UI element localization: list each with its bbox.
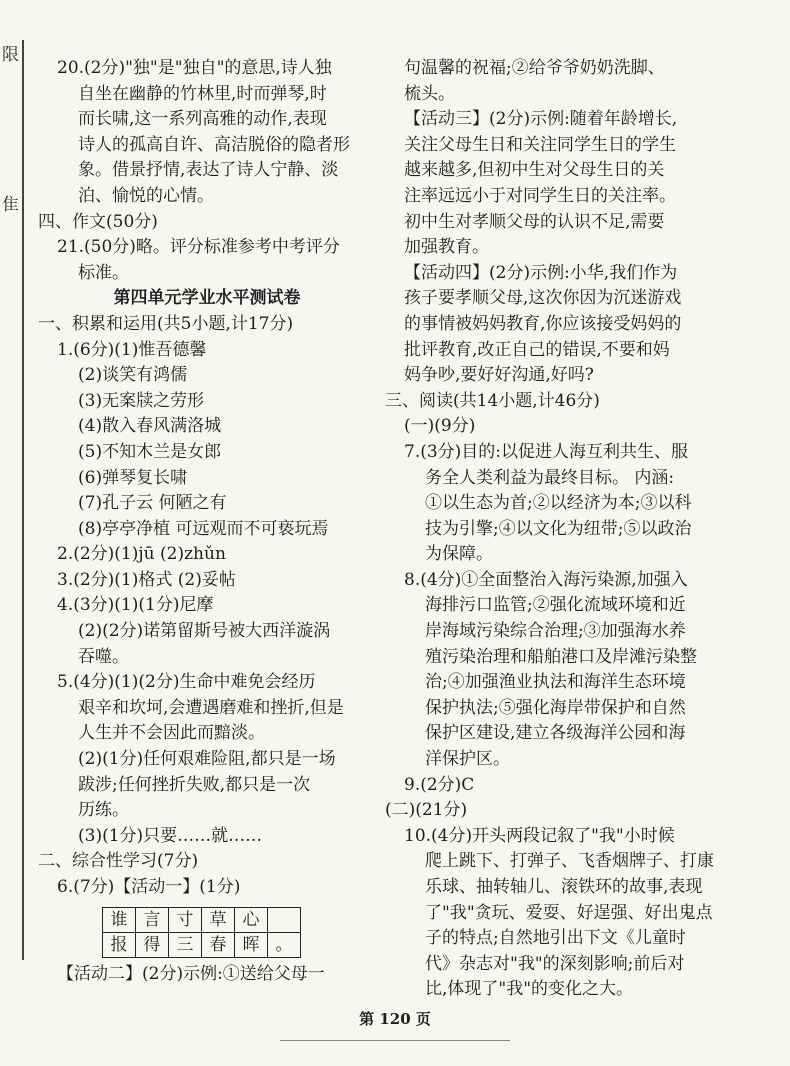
left-column (38, 56, 356, 987)
text-line: 1.(6分)(1)惟吾德馨 (57, 339, 207, 360)
text-line: (4)散入春风满洛城 (78, 416, 222, 437)
text-line: 海排污口监管;②强化流域环境和近 (425, 595, 686, 616)
text-line: 3.(2分)(1)格式 (2)妥帖 (57, 569, 236, 590)
text-line: 泊、愉悦的心情。 (78, 185, 214, 206)
text-line: 【活动二】(2分)示例:①送给父母一 (57, 963, 325, 984)
text-line: 21.(50分)略。评分标准参考中考评分 (57, 237, 340, 258)
text-line: 二、综合性学习(7分) (38, 851, 199, 872)
text-line: 10.(4分)开头两段记叙了"我"小时候 (404, 825, 675, 846)
text-line: 殖污染治理和船舶港口及岸滩污染整 (425, 646, 697, 667)
text-line: 务全人类利益为最终目标。 内涵: (425, 467, 675, 488)
text-line: 吞噬。 (78, 646, 129, 667)
text-line: 7.(3分)目的:以促进人海互利共生、服 (404, 441, 689, 462)
text-line: 的事情被妈妈教育,你应该接受妈妈的 (404, 313, 682, 334)
text-line: 第四单元学业水平测试卷 (113, 288, 301, 309)
text-line: 越来越多,但初中生对父母生日的关 (404, 160, 665, 181)
text-line: 批评教育,改正自己的错误,不要和妈 (404, 339, 670, 360)
text-line: 代》杂志对"我"的深刻影响;前后对 (425, 953, 685, 974)
text-line: 子的特点;自然地引出下文《儿童时 (425, 928, 686, 949)
text-line: 【活动三】(2分)示例:随着年龄增长, (404, 109, 678, 130)
text-line: 2.(2分)(1)jū (2)zhǔn (57, 544, 226, 565)
text-line: 注率远远小于对同学生日的关注率。 (404, 185, 676, 206)
text-line: (6)弹琴复长啸 (78, 467, 188, 488)
text-line: 乐球、抽转轴儿、滚铁环的故事,表现 (425, 877, 703, 897)
text-line: 句温馨的祝福;②给爷爷奶奶洗脚、 (404, 58, 665, 78)
text-line: 而长啸,这一系列高雅的动作,表现 (78, 109, 327, 130)
right-column (385, 56, 714, 1003)
text-line: 一、积累和运用(共5小题,计17分) (38, 313, 294, 334)
grid-cell: 心 (235, 907, 268, 932)
text-line: 四、作文(50分) (38, 211, 158, 232)
text-line: 技为引擎;④以文化为纽带;⑤以政治 (425, 518, 692, 539)
text-line: (5)不知木兰是女郎 (78, 441, 222, 462)
text-line: (二)(21分) (385, 800, 468, 821)
text-line: 爬上跳下、打弹子、飞香烟牌子、打康 (425, 851, 714, 872)
margin-char: 隹 (2, 195, 19, 215)
text-line: 保护执法;⑤强化海岸带保护和自然 (425, 697, 686, 718)
text-line: 治;④加强渔业执法和海洋生态环境 (425, 672, 686, 693)
grid-cell: 谁 (103, 907, 136, 932)
text-line: 孩子要孝顺父母,这次你因为沉迷游戏 (404, 288, 682, 309)
text-line: 妈争吵,要好好沟通,好吗? (404, 365, 594, 386)
text-line: 梳头。 (404, 83, 455, 104)
text-line: 人生并不会因此而黯淡。 (78, 723, 265, 744)
text-line: 9.(2分)C (404, 774, 475, 795)
text-line: (2)(1分)任何艰难险阻,都只是一场 (78, 749, 336, 770)
text-line: 跋涉;任何挫折失败,都只是一次 (78, 774, 311, 795)
text-line: 岸海域污染综合治理;③加强海水养 (425, 621, 686, 642)
text-line: (2)谈笑有鸿儒 (78, 365, 188, 386)
margin-char: 限 (2, 45, 19, 65)
grid-cell: 三 (169, 932, 202, 957)
text-line: 了"我"贪玩、爱耍、好逞强、好出鬼点 (425, 902, 713, 923)
text-line: 8.(4分)①全面整治入海污染源,加强入 (404, 569, 688, 590)
grid-cell: 言 (136, 907, 169, 932)
text-line: (3)无案牍之劳形 (78, 390, 205, 411)
text-line: 4.(3分)(1)(1分)尼摩 (57, 595, 214, 616)
text-line: (一)(9分) (404, 416, 476, 437)
text-line: 艰辛和坎坷,会遭遇磨难和挫折,但是 (78, 697, 344, 718)
grid-cell: 报 (103, 932, 136, 957)
grid-cell: 晖 (235, 932, 268, 957)
text-line: 自坐在幽静的竹林里,时而弹琴,时 (78, 83, 327, 104)
poem-grid (38, 907, 356, 958)
text-line: 加强教育。 (404, 237, 489, 258)
text-line: 保护区建设,建立各级海洋公园和海 (425, 723, 686, 744)
text-line: 6.(7分)【活动一】(1分) (57, 877, 241, 897)
text-line: 诗人的孤高自许、高洁脱俗的隐者形 (78, 134, 350, 155)
grid-cell: 寸 (169, 907, 202, 932)
grid-cell (268, 907, 301, 932)
text-line: 20.(2分)"独"是"独自"的意思,诗人独 (57, 58, 332, 78)
text-line: 关注父母生日和关注同学生日的学生 (404, 134, 676, 155)
text-line: 【活动四】(2分)示例:小华,我们作为 (404, 262, 678, 283)
text-line: ①以生态为首;②以经济为本;③以科 (425, 493, 692, 514)
text-line: 为保障。 (425, 544, 493, 565)
text-line: 象。借景抒情,表达了诗人宁静、淡 (78, 160, 339, 181)
grid-cell: 草 (202, 907, 235, 932)
grid-cell: 春 (202, 932, 235, 957)
footer-rule (280, 1040, 510, 1041)
text-line: 比,体现了"我"的变化之大。 (425, 979, 634, 1000)
text-line: (2)(2分)诺第留斯号被大西洋漩涡 (78, 621, 331, 642)
text-line: (3)(1分)只要……就…… (78, 825, 263, 846)
grid-cell: 得 (136, 932, 169, 957)
text-line: 历练。 (78, 800, 129, 821)
binding-margin (0, 40, 24, 960)
text-line: (7)孔子云 何陋之有 (78, 493, 227, 514)
text-line: 洋保护区。 (425, 749, 510, 770)
text-line: 初中生对孝顺父母的认识不足,需要 (404, 211, 665, 232)
grid-cell: 。 (268, 932, 301, 957)
text-line: 5.(4分)(1)(2分)生命中难免会经历 (57, 672, 316, 693)
text-line: 三、阅读(共14小题,计46分) (385, 390, 600, 411)
text-line: 标准。 (78, 262, 129, 283)
text-line: (8)亭亭净植 可远观而不可亵玩焉 (78, 518, 329, 539)
page-number: 第 120 页 (359, 1010, 431, 1028)
